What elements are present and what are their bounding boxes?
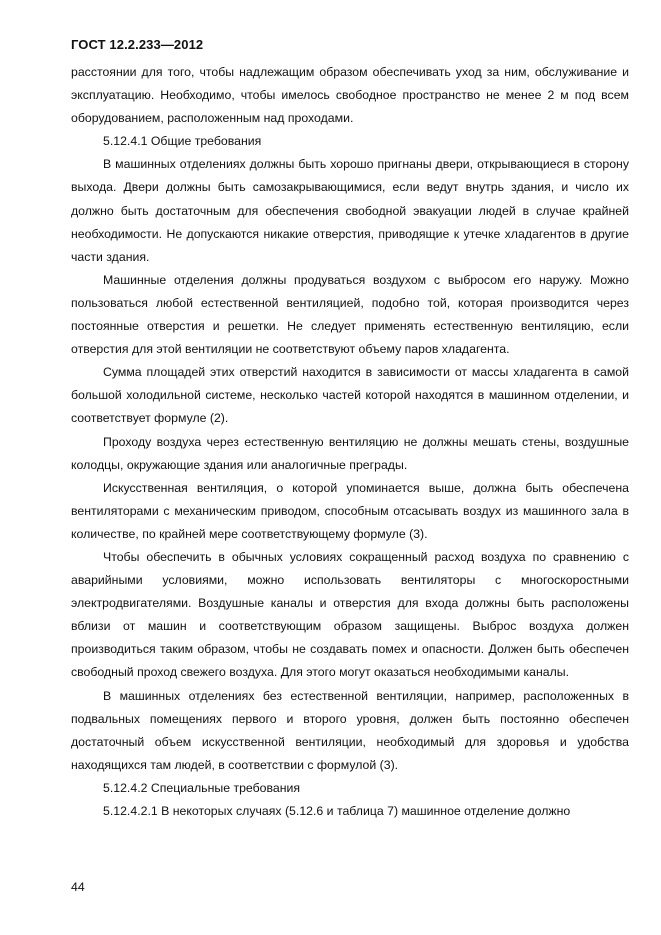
page-number: 44 — [71, 880, 85, 894]
document-code-header: ГОСТ 12.2.233—2012 — [71, 37, 204, 52]
section-heading-special-requirements: 5.12.4.2 Специальные требования — [103, 780, 301, 795]
paragraph-natural-ventilation: Машинные отделения должны продуваться воздухом с выбросом его наружу. Можно пользоваться любой естественной вентиляцией, подобно той, которая производится через постоянные отверстия и решетки. Не следует применять естественную вентиляцию, если отверстия для этой вентиляции не соответствуют объему паров хладагента. — [71, 272, 629, 357]
paragraph-openings-area: Сумма площадей этих отверстий находится в зависимости от массы хладагента в самой большой холодильной системе, несколько частей которой находятся в машинном отделении, и соответствует формуле (2). — [71, 365, 629, 426]
paragraph-no-natural-ventilation: В машинных отделениях без естественной вентиляции, например, расположенных в подвальных помещениях первого и второго уровня, должен быть постоянно обеспечен достаточный объем искусственной вентиляции, необходимый для здоровья и удобства находящихся там людей, в соответствии с формулой (3). — [71, 688, 629, 772]
paragraph-doors: В машинных отделениях должны быть хорошо пригнаны двери, открывающиеся в сторону выхода. Двери должны быть самозакрывающимися, если ведут внутрь здания, и число их должно быть достаточным для обеспечения свободной эвакуации людей в случае крайней необходимости. Не допускаются никакие отверстия, приводящие к утечке хладагентов в другие части здания. — [71, 157, 629, 264]
paragraph-air-passage: Проходу воздуха через естественную вентиляцию не должны мешать стены, воздушные колодцы, окружающие здания или аналогичные преграды. — [71, 434, 629, 472]
document-body — [71, 61, 629, 823]
paragraph-artificial-ventilation: Искусственная вентиляция, о которой упоминается выше, должна быть обеспечена вентиляторами с механическим приводом, способным отсасывать воздух из машинного зала в количестве, по крайней мере соответствующему формуле (3). — [71, 480, 629, 541]
paragraph-special-cases: 5.12.4.2.1 В некоторых случаях (5.12.6 и таблица 7) машинное отделение должно — [103, 804, 571, 818]
paragraph-reduced-air-flow: Чтобы обеспечить в обычных условиях сокращенный расход воздуха по сравнению с аварийными условиями, можно использовать вентиляторы с многоскоростными электродвигателями. Воздушные каналы и отверстия для входа должны быть расположены вблизи от машин и соответствующим образом защищены. Выброс воздуха должен производиться таким образом, чтобы не создавать помех и опасности. Должен быть обеспечен свободный проход свежего воздуха. Для этого могут оказаться необходимыми каналы. — [71, 549, 629, 680]
paragraph-continuation: расстоянии для того, чтобы надлежащим образом обеспечивать уход за ним, обслуживание и эксплуатацию. Необходимо, чтобы имелось свободное пространство не менее 2 м под всем оборудованием, расположенным над проходами. — [71, 65, 629, 126]
section-heading-general-requirements: 5.12.4.1 Общие требования — [103, 134, 262, 149]
